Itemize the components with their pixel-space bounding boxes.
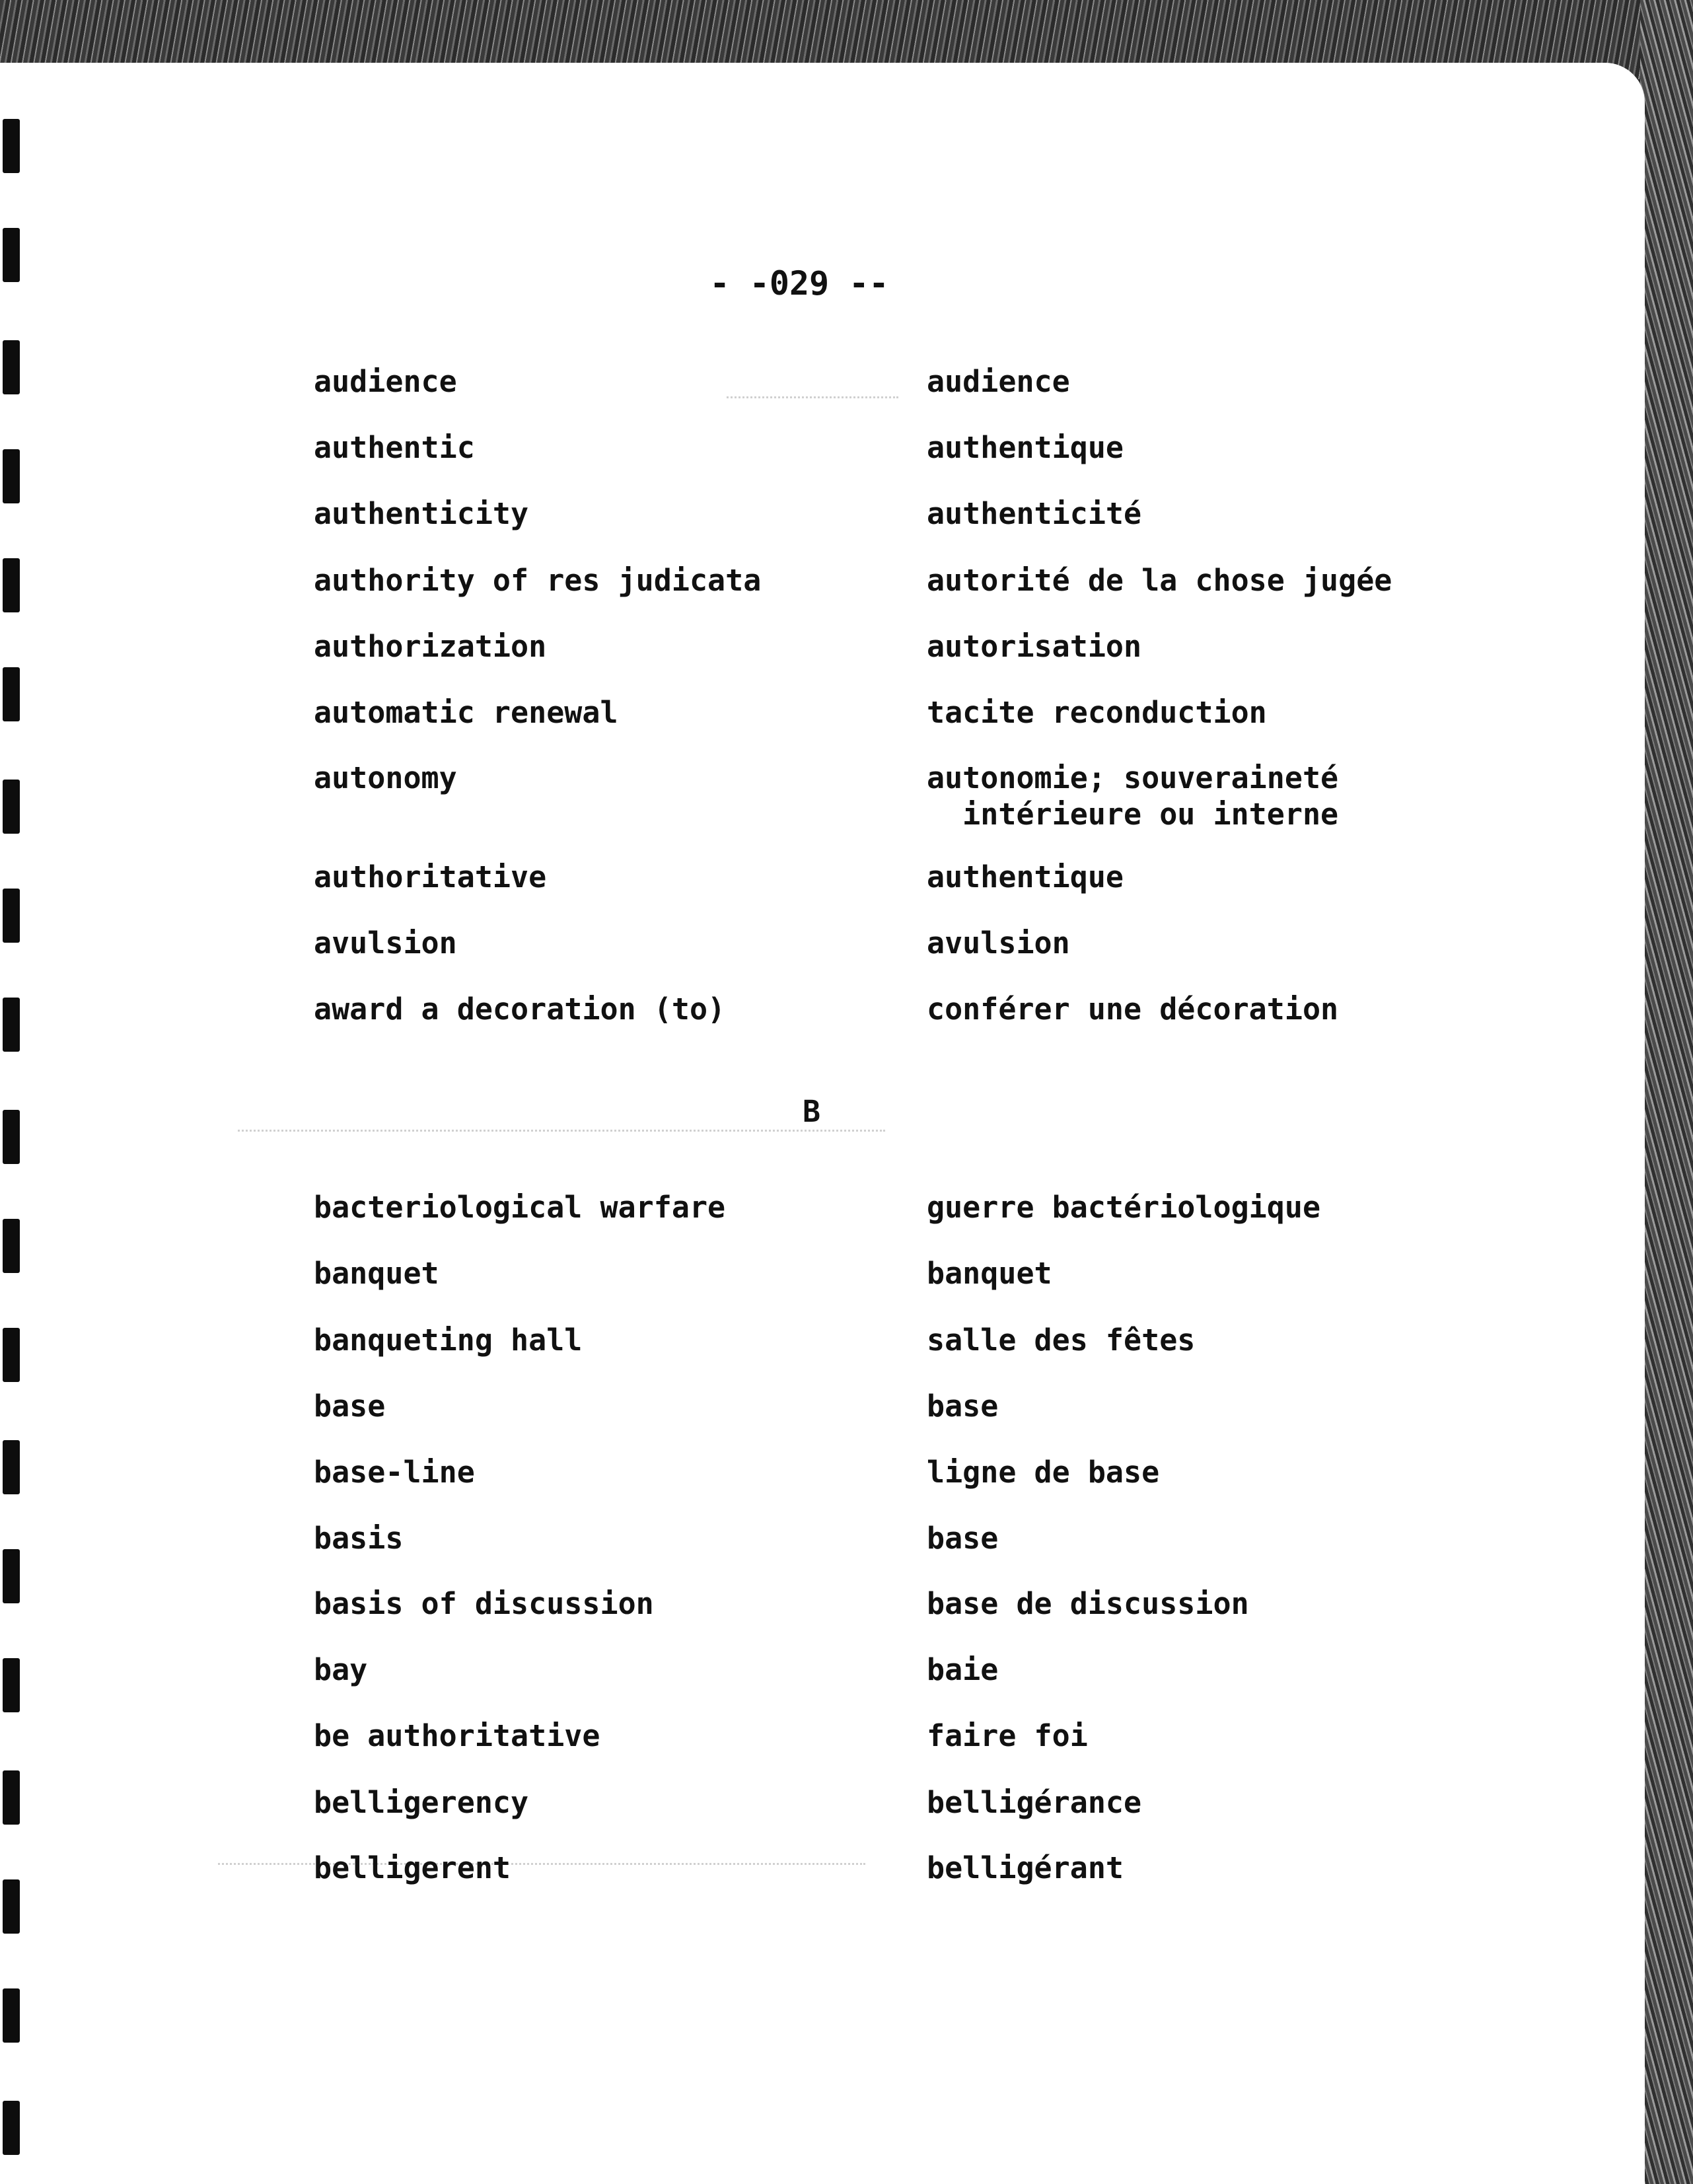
french-term: ligne de base xyxy=(927,1455,1160,1490)
binding-holes xyxy=(0,0,26,2184)
french-term: audience xyxy=(927,364,1070,399)
english-term: autonomy xyxy=(314,760,457,795)
binding-hole xyxy=(3,119,20,173)
binding-hole xyxy=(3,780,20,834)
english-term: bay xyxy=(314,1652,368,1687)
binding-hole xyxy=(3,1988,20,2043)
french-term: conférer une décoration xyxy=(927,992,1339,1027)
binding-hole xyxy=(3,558,20,612)
english-term: banquet xyxy=(314,1256,439,1291)
english-term: basis xyxy=(314,1521,404,1556)
binding-hole xyxy=(3,1219,20,1273)
english-term: audience xyxy=(314,364,457,399)
binding-hole xyxy=(3,340,20,394)
english-term: award a decoration (to) xyxy=(314,992,726,1027)
french-term: base xyxy=(927,1521,999,1556)
english-term: authorization xyxy=(314,629,547,664)
french-term: autonomie; souveraineté intérieure ou interne xyxy=(927,760,1339,832)
binding-hole xyxy=(3,1110,20,1164)
french-term: autorité de la chose jugée xyxy=(927,563,1392,598)
binding-hole xyxy=(3,998,20,1052)
french-term: salle des fêtes xyxy=(927,1323,1196,1358)
scan-right-edge xyxy=(1640,0,1693,2184)
french-term: baie xyxy=(927,1652,999,1687)
english-term: bacteriological warfare xyxy=(314,1190,726,1225)
french-term: base xyxy=(927,1389,999,1424)
binding-hole xyxy=(3,889,20,943)
binding-hole xyxy=(3,1770,20,1825)
english-term: banqueting hall xyxy=(314,1323,583,1358)
english-term: automatic renewal xyxy=(314,695,618,730)
french-term: belligérant xyxy=(927,1850,1124,1885)
english-term: authority of res judicata xyxy=(314,563,762,598)
french-term: authentique xyxy=(927,430,1124,465)
binding-hole xyxy=(3,1549,20,1603)
english-term: authentic xyxy=(314,430,475,465)
french-term: authenticité xyxy=(927,496,1142,531)
english-term: authenticity xyxy=(314,496,529,531)
french-term: faire foi xyxy=(927,1718,1088,1753)
binding-hole xyxy=(3,1879,20,1934)
bleed-through xyxy=(727,370,898,398)
binding-hole xyxy=(3,228,20,282)
english-term: belligerent xyxy=(314,1850,511,1885)
binding-hole xyxy=(3,449,20,503)
french-term: avulsion xyxy=(927,926,1070,961)
french-term: guerre bactériologique xyxy=(927,1190,1321,1225)
english-term: base-line xyxy=(314,1455,475,1490)
english-term: authoritative xyxy=(314,859,547,894)
binding-hole xyxy=(3,667,20,721)
english-term: belligerency xyxy=(314,1785,529,1820)
section-letter: B xyxy=(803,1094,821,1129)
binding-hole xyxy=(3,2101,20,2155)
french-term: banquet xyxy=(927,1256,1052,1291)
french-term: belligérance xyxy=(927,1785,1142,1820)
english-term: be authoritative xyxy=(314,1718,600,1753)
page-number: - -029 -- xyxy=(709,264,889,303)
french-term: autorisation xyxy=(927,629,1142,664)
french-term: tacite reconduction xyxy=(927,695,1267,730)
binding-hole xyxy=(3,1440,20,1494)
english-term: base xyxy=(314,1389,386,1424)
french-term: authentique xyxy=(927,859,1124,894)
binding-hole xyxy=(3,1658,20,1712)
bleed-through xyxy=(238,1097,885,1132)
english-term: avulsion xyxy=(314,926,457,961)
binding-hole xyxy=(3,1328,20,1382)
english-term: basis of discussion xyxy=(314,1586,654,1621)
french-term: base de discussion xyxy=(927,1586,1249,1621)
